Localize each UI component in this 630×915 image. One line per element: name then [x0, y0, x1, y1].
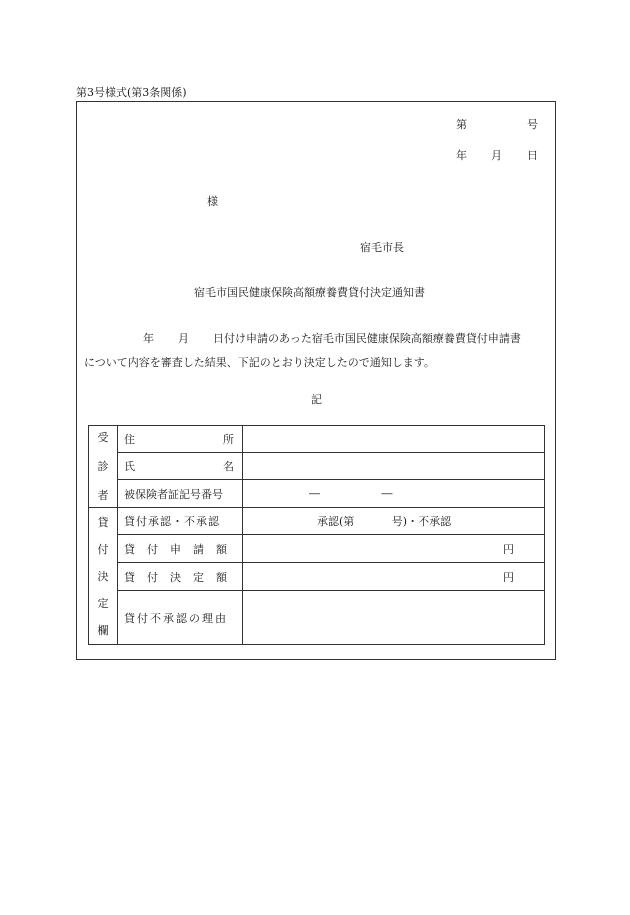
- body-year: 年: [143, 332, 154, 345]
- number-prefix: 第: [456, 118, 467, 131]
- body-line2: について内容を審査した結果、下記のとおり決定したので通知します。: [84, 356, 435, 369]
- details-table: [88, 425, 545, 645]
- insurance-label-cell: [118, 480, 243, 508]
- yen-unit: 円: [503, 542, 514, 556]
- decision-char: 貸: [97, 515, 109, 529]
- approval-text-a: 承認(第: [317, 515, 355, 528]
- decided-label: 貸付決定額: [124, 570, 239, 584]
- addressee-suffix: 様: [207, 195, 218, 208]
- insurance-dash: ―: [381, 487, 393, 500]
- date-month: 月: [491, 149, 502, 162]
- insurance-dash: ―: [309, 487, 320, 500]
- table-row-address: [89, 426, 545, 453]
- reason-label: 貸付不承認の理由: [124, 611, 228, 625]
- insurance-value[interactable]: [243, 480, 545, 508]
- address-label-char: 住: [124, 433, 135, 446]
- approval-label-cell: [118, 508, 243, 535]
- body-line1-rest: 日付け申請のあった宿毛市国民健康保険高額療養費貸付申請書: [213, 332, 521, 345]
- name-value[interactable]: [243, 453, 545, 480]
- decision-char: 定: [97, 596, 109, 610]
- request-label: 貸付申請額: [124, 542, 239, 556]
- decision-char: 決: [97, 569, 109, 583]
- name-label-char: 名: [223, 460, 234, 473]
- patient-char: 受: [97, 431, 109, 444]
- name-label-char: 氏: [124, 460, 135, 473]
- request-amount-value[interactable]: [243, 535, 545, 563]
- name-label-cell: [118, 453, 243, 480]
- date-day: 日: [527, 149, 538, 162]
- insurance-label: 被保険者証記号番号: [124, 487, 223, 501]
- form-number-label: 第3号様式(第3条関係): [76, 86, 187, 99]
- request-label-cell: [118, 535, 243, 563]
- table-row-request-amount: [89, 535, 545, 563]
- reason-label-cell: [118, 591, 243, 645]
- decision-char: 付: [97, 542, 109, 556]
- address-label-char: 所: [223, 433, 234, 446]
- approval-text-b: 号)・不承認: [391, 515, 452, 528]
- table-row-decided-amount: [89, 563, 545, 591]
- address-value[interactable]: [243, 426, 545, 453]
- decision-section-label: [89, 508, 118, 645]
- document-title: 宿毛市国民健康保険高額療養費貸付決定通知書: [194, 286, 425, 299]
- patient-char: 者: [97, 489, 109, 502]
- date-year: 年: [456, 149, 467, 162]
- ki-heading: 記: [311, 393, 322, 406]
- address-label-cell: [118, 426, 243, 453]
- table-row-approval: [89, 508, 545, 535]
- table-row-insurance: [89, 480, 545, 508]
- table-row-reason: [89, 591, 545, 645]
- table-row-name: [89, 453, 545, 480]
- decided-label-cell: [118, 563, 243, 591]
- issuer: 宿毛市長: [360, 241, 404, 254]
- number-suffix: 号: [527, 118, 538, 131]
- approval-label: 貸付承認・不承認: [124, 515, 220, 528]
- patient-section-label: [89, 426, 118, 508]
- yen-unit: 円: [503, 570, 514, 584]
- patient-char: 診: [97, 460, 109, 473]
- decided-amount-value[interactable]: [243, 563, 545, 591]
- decision-char: 欄: [97, 623, 109, 637]
- approval-value[interactable]: [243, 508, 545, 535]
- reason-value[interactable]: [243, 591, 545, 645]
- body-month: 月: [178, 332, 189, 345]
